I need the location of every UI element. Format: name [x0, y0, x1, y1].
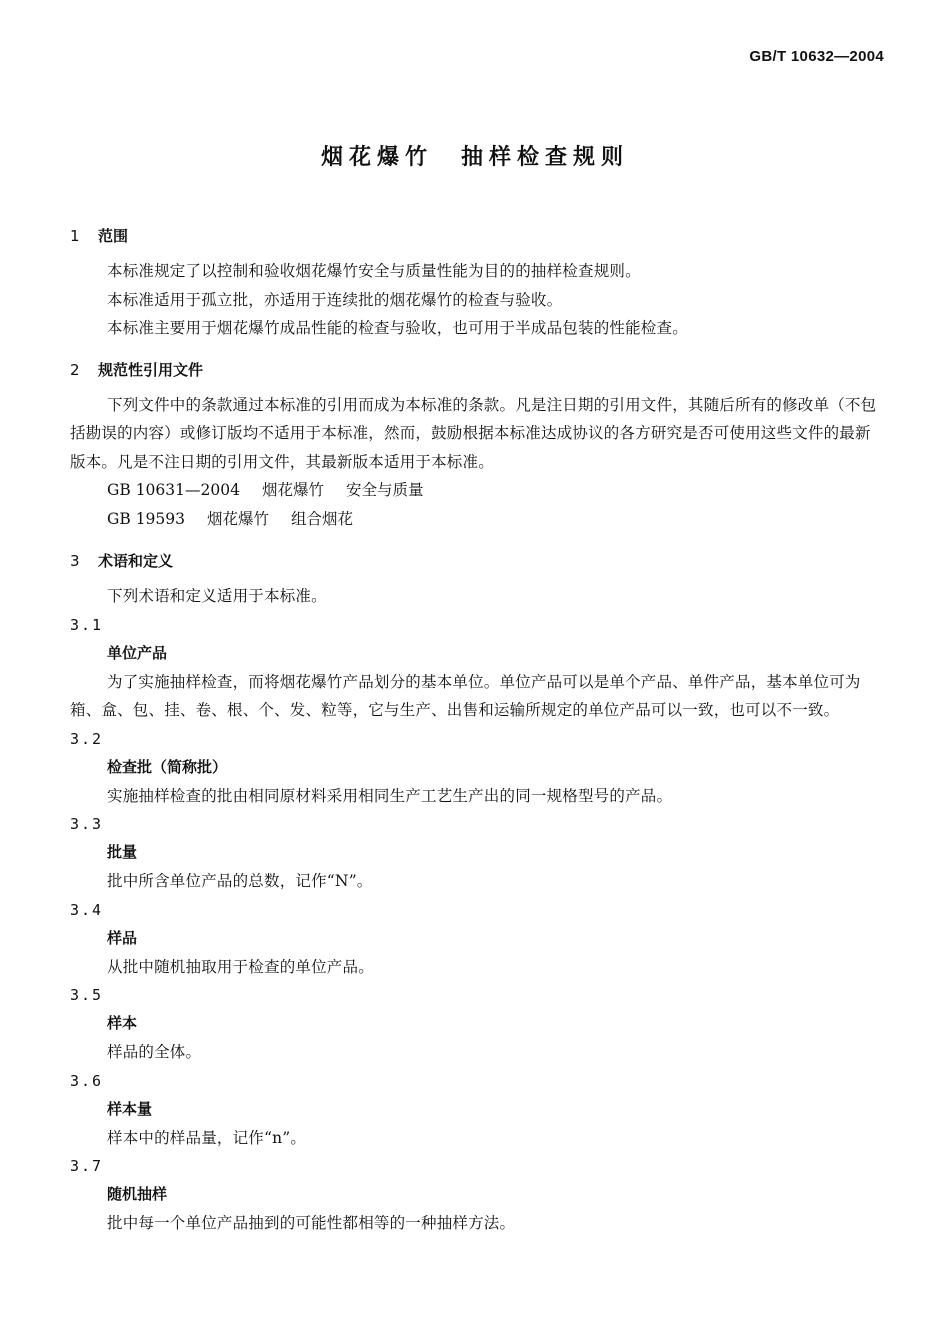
term-definition: 从批中随机抽取用于检查的单位产品。: [107, 957, 374, 976]
term-definition: 批中每一个单位产品抽到的可能性都相等的一种抽样方法。: [107, 1214, 516, 1232]
term-name: 检查批（简称批）: [107, 757, 228, 776]
term-name: 批量: [107, 843, 138, 861]
term-name: 样品: [107, 928, 138, 947]
reference-item: [70, 476, 885, 505]
clause-number: 3.1: [70, 615, 104, 634]
paragraph: 下列术语和定义适用于本标准。: [107, 587, 327, 605]
clause-number: 3.7: [70, 1157, 104, 1175]
section-title: 规范性引用文件: [98, 360, 204, 379]
reference-code: GB 10631—2004: [107, 481, 240, 499]
clause-number: 3.4: [70, 900, 104, 919]
reference-item: [70, 505, 885, 534]
reference-title: 烟花爆竹: [261, 481, 324, 499]
section-number: 1: [70, 227, 80, 245]
term-name: 随机抽样: [107, 1185, 168, 1203]
reference-code: GB 19593: [107, 510, 186, 528]
term-definition: 实施抽样检查的批由相同原材料采用相同生产工艺生产出的同一规格型号的产品。: [107, 786, 673, 805]
section-heading-normative-references: [70, 357, 885, 383]
term-definition: 批中所含单位产品的总数，记作“N”。: [107, 872, 373, 890]
clause-number: 3.2: [70, 729, 104, 748]
paragraph: 本标准主要用于烟花爆竹成品性能的检查与验收，也可用于半成品包装的性能检查。: [107, 319, 688, 337]
paragraph: 本标准适用于孤立批，亦适用于连续批的烟花爆竹的检查与验收。: [107, 290, 563, 309]
section-heading-scope: [70, 223, 885, 249]
section-title: 范围: [98, 227, 129, 245]
paragraph: 下列文件中的条款通过本标准的引用而成为本标准的条款。凡是注日期的引用文件，其随后所有的修改单（不包括勘误的内容）或修订版均不适用于本标准，然而，鼓励根据本标准达成协议的各方研究是否可使用这些文件的最新版本。凡是不注日期的引用文件，其最新版本适用于本标准。: [70, 395, 877, 471]
clause-number: 3.6: [70, 1071, 104, 1090]
term-definition: 样本中的样品量，记作“n”。: [107, 1128, 307, 1147]
section-number: 3: [70, 552, 80, 570]
section-heading-terms-definitions: [70, 548, 885, 574]
document-body: [70, 223, 885, 1238]
reference-title: 组合烟花: [291, 510, 354, 528]
term-name: 样本: [107, 1014, 138, 1032]
term-definition: 样品的全体。: [107, 1043, 202, 1061]
clause-number: 3.3: [70, 815, 104, 833]
standard-code: GB/T 10632—2004: [749, 48, 884, 65]
reference-title: 烟花爆竹: [207, 510, 270, 528]
term-name: 样本量: [107, 1099, 153, 1118]
section-title: 术语和定义: [98, 552, 174, 570]
clause-number: 3.5: [70, 986, 104, 1004]
term-definition: 为了实施抽样检查，而将烟花爆竹产品划分的基本单位。单位产品可以是单个产品、单件产品，基本单位可为箱、盒、包、挂、卷、根、个、发、粒等，它与生产、出售和运输所规定的单位产品可以一致，也可以不一致。: [70, 672, 861, 719]
paragraph: 本标准规定了以控制和验收烟花爆竹安全与质量性能为目的的抽样检查规则。: [107, 262, 641, 280]
term-name: 单位产品: [107, 643, 168, 662]
document-title: 烟花爆竹 抽样检查规则: [320, 145, 629, 170]
section-number: 2: [70, 360, 80, 379]
reference-title: 安全与质量: [345, 481, 424, 499]
